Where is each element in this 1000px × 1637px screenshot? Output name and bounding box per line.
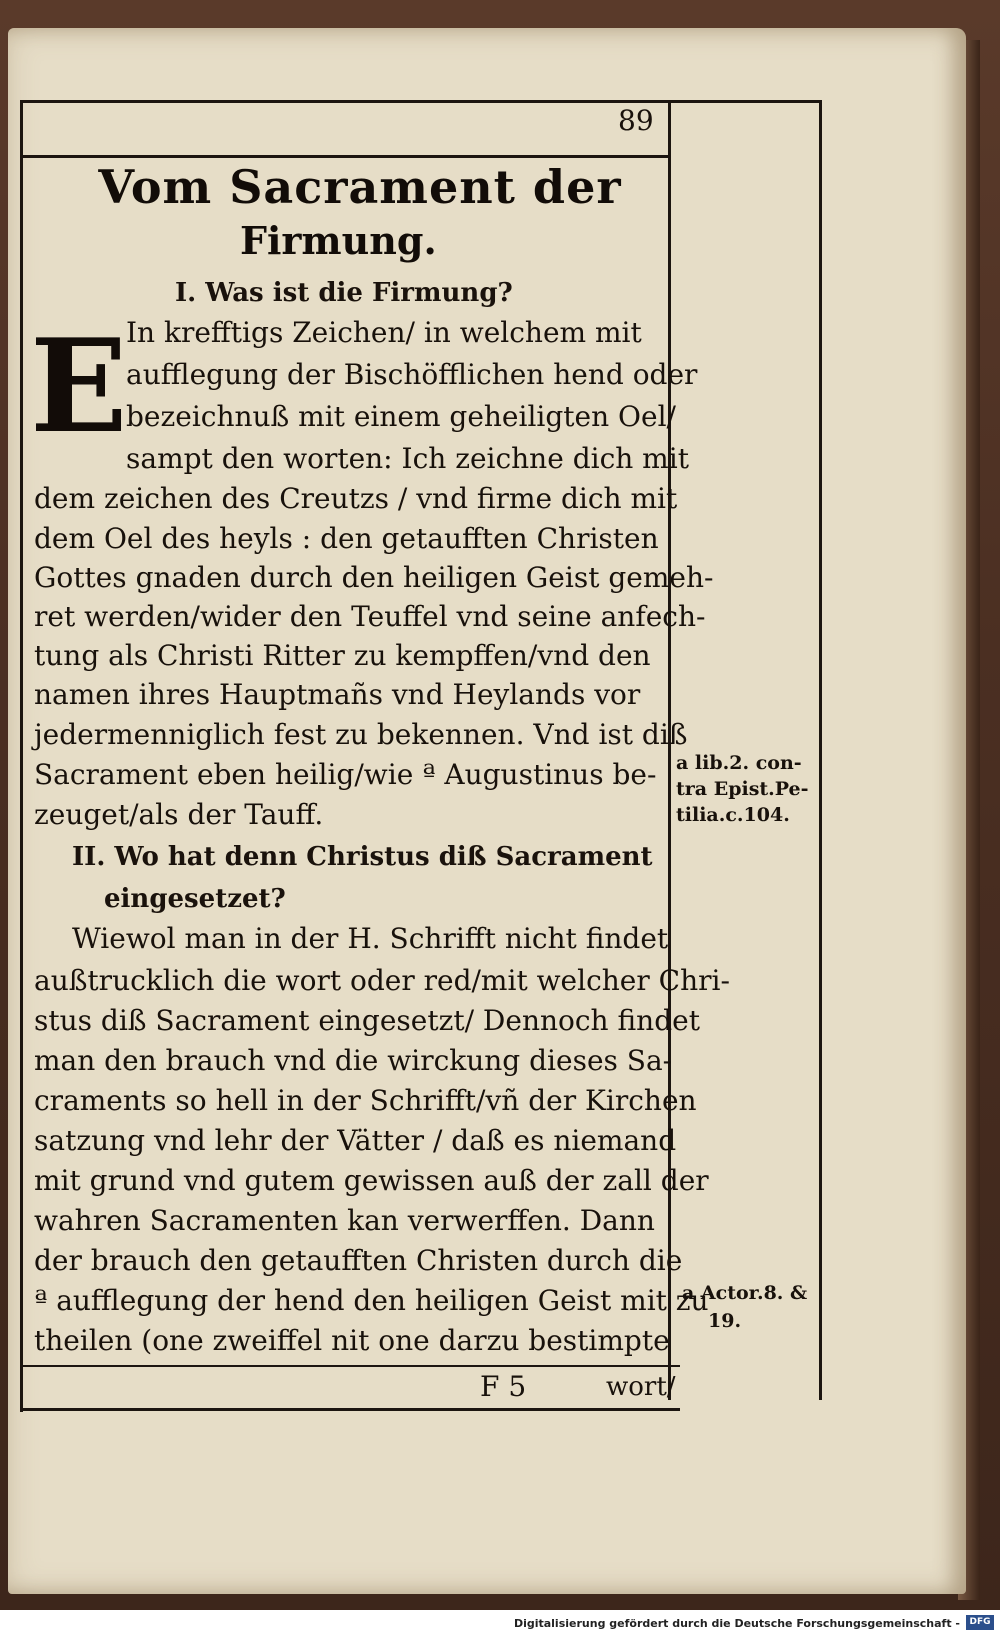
margin-note: a lib.2. con- [676,752,802,774]
text-line: In krefftigs Zeichen/ in welchem mit [126,316,642,349]
text-line: namen ihres Hauptmañs vnd Heylands vor [34,678,641,711]
text-line: sampt den worten: Ich zeichne dich mit [126,442,689,475]
text-line: Wiewol man in der H. Schrifft nicht findet [72,922,669,955]
chapter-title: Vom Sacrament der [98,160,622,214]
text-line: bezeichnuß mit einem geheiligten Oel/ [126,400,676,433]
margin-note: a Actor.8. & [682,1282,808,1304]
page-number: 89 [618,104,654,137]
text-line: wahren Sacramenten kan verwerffen. Dann [34,1204,655,1237]
decorated-initial: E [30,312,128,462]
digitization-credit: Digitalisierung gefördert durch die Deutsche Forschungsgemeinschaft - [513,1617,960,1630]
text-line: tung als Christi Ritter zu kempffen/vnd den [34,639,651,672]
text-line: zeuget/als der Tauff. [34,798,324,831]
text-line: Sacrament eben heilig/wie ª Augustinus be- [34,758,657,791]
text-line: jedermenniglich fest zu bekennen. Vnd ist diß [34,718,688,751]
text-line: ret werden/wider den Teuffel vnd seine anfech- [34,600,706,633]
question-heading-1: I. Was ist die Firmung? [175,278,513,308]
margin-note: 19. [708,1310,742,1332]
text-line: man den brauch vnd die wirckung dieses Sa- [34,1044,673,1077]
text-line: mit grund vnd gutem gewissen auß der zall der [34,1164,709,1197]
margin-note: tra Epist.Pe- [676,778,809,800]
margin-note: tilia.c.104. [676,804,790,826]
text-line: aufflegung der Bischöfflichen hend oder [126,358,698,391]
text-line: außtrucklich die wort oder red/mit welcher Chri- [34,964,730,997]
text-line: ª aufflegung der hend den heiligen Geist mit zu [34,1284,709,1317]
frame-top-rule [20,100,822,103]
chapter-title-continued: Firmung. [240,218,437,263]
question-heading-2-continued: eingesetzet? [104,884,286,914]
text-line: dem Oel des heyls : den getaufften Christen [34,522,659,555]
frame-left-rule [20,100,23,1412]
frame-right-rule [819,100,822,1400]
question-heading-2: II. Wo hat denn Christus diß Sacrament [72,842,653,872]
frame-bottom-rule [20,1408,680,1411]
text-line: satzung vnd lehr der Vätter / daß es niemand [34,1124,677,1157]
text-line: craments so hell in der Schrifft/vñ der Kirchen [34,1084,697,1117]
header-rule [20,155,670,158]
text-line: theilen (one zweiffel nit one darzu bestimpte [34,1324,670,1357]
catchword: wort/ [606,1372,676,1402]
text-line: stus diß Sacrament eingesetzt/ Dennoch findet [34,1004,700,1037]
text-line: der brauch den getaufften Christen durch die [34,1244,683,1277]
dfg-logo-icon: DFG [966,1615,994,1630]
text-line: Gottes gnaden durch den heiligen Geist gemeh- [34,561,714,594]
text-line: dem zeichen des Creutzs / vnd firme dich mit [34,482,678,515]
signature-mark: F 5 [480,1370,527,1403]
footer-rule [20,1365,680,1367]
